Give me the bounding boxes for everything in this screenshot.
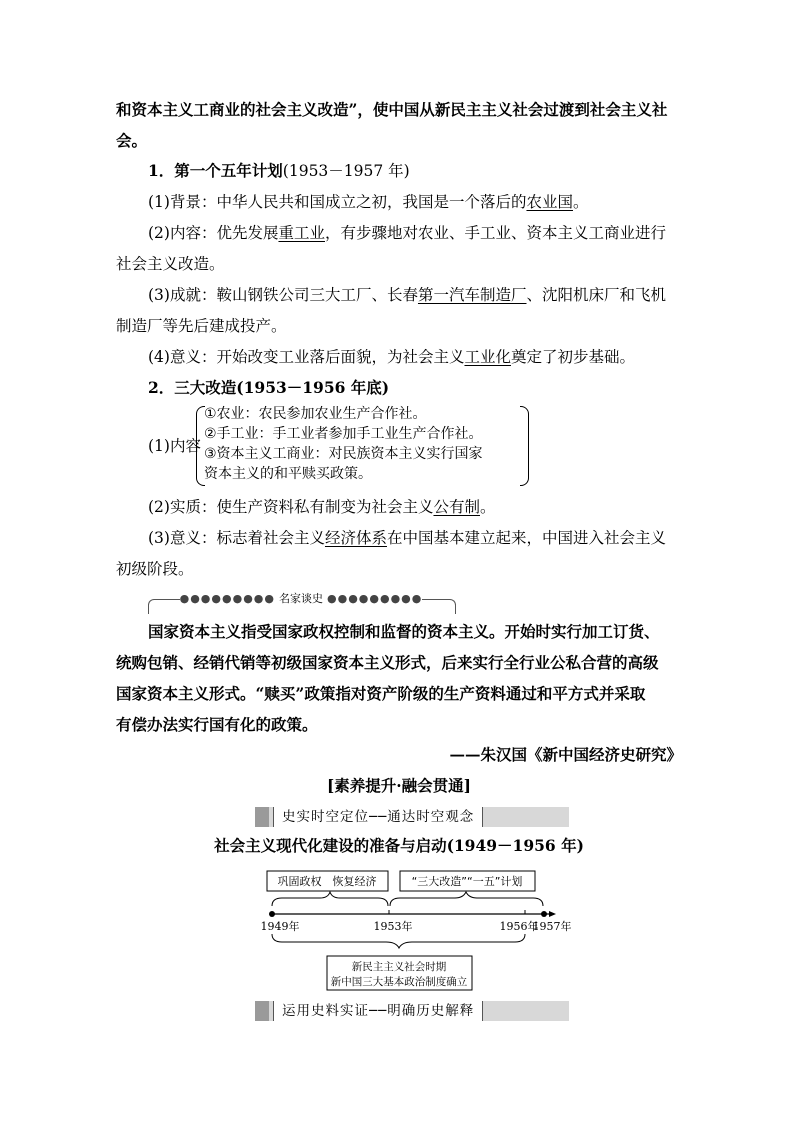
section-heading: [素养提升·融会贯通]: [326, 776, 472, 795]
banner-evidence: [255, 1001, 569, 1021]
year-label: 1956年: [499, 920, 539, 933]
upper-brace-left: [272, 892, 388, 906]
lower-brace: [272, 934, 525, 948]
banner-spacetime: [255, 807, 569, 827]
famous-historian-tag: [148, 590, 456, 610]
achievement-line: [148, 285, 682, 305]
tag-label: [148, 590, 454, 608]
quote-line: 国家资本主义指受国家政权控制和监督的资本主义。开始时实行加工订货、: [148, 622, 660, 641]
section-2-title: [148, 378, 682, 398]
paragraph-line: 和资本主义工商业的社会主义改造”，使中国从新民主主义社会过渡到社会主义社: [116, 100, 668, 119]
key-term: 公有制: [433, 498, 480, 516]
list-item: ③资本主义工商业：对民族资本主义实行国家: [204, 446, 483, 462]
axis-arrow: [549, 911, 556, 917]
significance-a: (4)意义：开始改变工业落后面貌，为社会主义: [148, 348, 465, 366]
right-brace: [520, 406, 529, 486]
essence-a: (2)实质：使生产资料私有制变为社会主义: [148, 498, 434, 516]
content-rest: ，有步骤地对农业、手工业、资本主义工商业进行: [324, 224, 666, 242]
axis-start-dot: [269, 911, 275, 917]
bg-label: (1)背景：中华人民共和国成立之初，我国是一个落后的: [148, 193, 527, 211]
essence-b: 。: [479, 498, 496, 516]
year-label: 1953年: [373, 920, 413, 933]
content-label: (2)内容：优先发展: [148, 224, 279, 242]
banner-block: [255, 1001, 269, 1021]
list-item: ①农业：农民参加农业生产合作社。: [204, 406, 427, 422]
paragraph-line: 会。: [116, 131, 148, 150]
content-label: (1)内容: [148, 437, 201, 455]
tag-dots: ●●●●●●●●●: [179, 592, 275, 605]
timeline-box-left-text: 巩固政权 恢复经济: [277, 875, 377, 888]
achievement-line-2: 制造厂等先后建成投产。: [116, 317, 287, 335]
quote-line: 有偿办法实行国有化的政策。: [116, 715, 318, 734]
bg-line: [148, 192, 682, 212]
content-line: [148, 223, 682, 243]
brace-items: [204, 404, 483, 484]
significance-line: [148, 347, 682, 367]
year-label: 1949年: [260, 920, 300, 933]
banner-block: [255, 807, 269, 827]
timeline-diagram: [0, 864, 794, 994]
achievement-a: (3)成就：鞍山钢铁公司三大工厂、长春: [148, 286, 418, 304]
timeline-title: 社会主义现代化建设的准备与启动(1949－1956 年): [214, 836, 584, 855]
key-term: 重工业: [278, 224, 325, 242]
essence-line: [148, 497, 682, 517]
tag-text: 名家谈史: [275, 592, 327, 605]
key-term: 农业国: [526, 193, 573, 211]
section-title-years: (1953－1957 年): [282, 162, 410, 180]
content-brace: [148, 404, 528, 488]
section-1-title: [148, 161, 682, 181]
significance-a: (3)意义：标志着社会主义: [148, 529, 325, 547]
timeline-box-right-text: “三大改造”“一五”计划: [411, 875, 523, 888]
significance-b: 在中国基本建立起来，中国进入社会主义: [386, 529, 666, 547]
bg-end: 。: [572, 193, 589, 211]
section-title-years: (1953－1956 年底): [236, 378, 390, 397]
tag-dots: ●●●●●●●●●: [327, 592, 423, 605]
key-term: 经济体系: [324, 529, 387, 547]
quote-source: ——朱汉国《新中国经济史研究》: [449, 745, 682, 764]
key-term: 工业化: [464, 348, 511, 366]
significance-line-2: 初级阶段。: [116, 560, 194, 578]
key-term: 第一汽车制造厂: [417, 286, 527, 304]
upper-brace-right: [390, 892, 543, 906]
banner-text: 运用史料实证──明确历史解释: [273, 1001, 483, 1021]
list-item: ②手工业：手工业者参加手工业生产合作社。: [204, 426, 483, 442]
significance-line: [148, 528, 682, 548]
quote-line: 统购包销、经销代销等初级国家资本主义形式，后来实行全行业公私合营的高级: [116, 653, 659, 672]
achievement-b: 、沈阳机床厂和飞机: [526, 286, 666, 304]
axis-end-dot: [541, 911, 547, 917]
bottom-box-line: 新民主主义社会时期: [351, 961, 447, 973]
banner-text: 史实时空定位──通达时空观念: [273, 807, 483, 827]
quote-line: 国家资本主义形式。“赎买”政策指对资产阶级的生产资料通过和平方式并采取: [116, 684, 646, 703]
list-item: 资本主义的和平赎买政策。: [204, 466, 372, 482]
content-line-2: 社会主义改造。: [116, 255, 225, 273]
section-title-text: 1．第一个五年计划: [148, 161, 283, 180]
year-label: 1957年: [532, 920, 572, 933]
significance-b: 奠定了初步基础。: [510, 348, 635, 366]
section-title-text: 2．三大改造: [148, 378, 237, 397]
bottom-box-line: 新中国三大基本政治制度确立: [330, 976, 468, 988]
